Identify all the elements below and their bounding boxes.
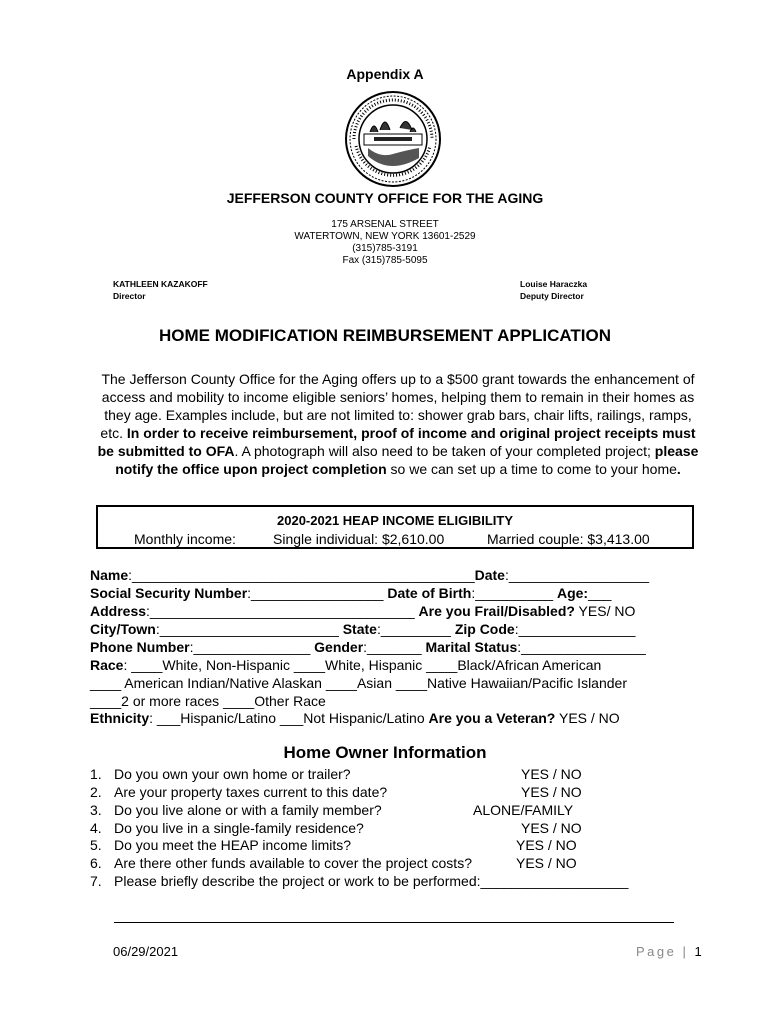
appendix-label: Appendix A	[346, 66, 424, 82]
form-row-race-1	[90, 656, 601, 674]
question-item	[90, 836, 690, 854]
race-label: Race	[90, 657, 124, 673]
gender-label: Gender	[314, 639, 364, 655]
heap-married-income: Married couple: $3,413.00	[487, 531, 650, 547]
deputy-director-title: Deputy Director	[520, 291, 584, 301]
question-item	[90, 872, 690, 890]
ssn-field[interactable]: :_________________	[247, 585, 384, 601]
question-answer-options[interactable]: ALONE/FAMILY	[473, 802, 574, 818]
page-label: Page |	[636, 944, 689, 959]
race-options-2[interactable]: ____ American Indian/Native Alaskan ____Asian ____Native Hawaiian/Pacific Islander	[90, 675, 627, 691]
race-options-1[interactable]: : ____White, Non-Hispanic ____White, Hispanic ____Black/African American	[123, 657, 602, 673]
ssn-label: Social Security Number	[90, 585, 248, 601]
county-seal-logo	[344, 90, 442, 188]
organization-name: JEFFERSON COUNTY OFFICE FOR THE AGING	[226, 190, 544, 206]
question-number: 7.	[90, 873, 102, 889]
address-label: Address	[90, 603, 147, 619]
dob-label: Date of Birth	[387, 585, 472, 601]
address-field[interactable]: :__________________________________	[146, 603, 415, 619]
question-number: 1.	[90, 766, 102, 782]
question-text-with-field[interactable]: Please briefly describe the project or work to be performed:___________________	[114, 873, 629, 889]
ethnicity-options[interactable]: : ___Hispanic/Latino ___Not Hispanic/Latino	[149, 710, 425, 726]
name-field[interactable]: :____________________________________________	[128, 567, 475, 583]
date-field[interactable]: :__________________	[504, 567, 650, 583]
application-title: HOME MODIFICATION REIMBURSEMENT APPLICATION	[158, 326, 612, 345]
heap-title: 2020-2021 HEAP INCOME ELIGIBILITY	[277, 513, 513, 528]
frail-options[interactable]: YES/ NO	[574, 603, 636, 619]
question-text: Do you own your own home or trailer?	[114, 766, 351, 782]
question-number: 2.	[90, 784, 102, 800]
form-row-address-frail	[90, 602, 635, 620]
question-text: Do you live alone or with a family member?	[114, 802, 382, 818]
ethnicity-label: Ethnicity	[90, 710, 150, 726]
intro-paragraph: The Jefferson County Office for the Aging offers up to a $500 grant towards the enhancement of access and mobility to income eligible seniors’ homes, helping them to remain in their homes as they age. Examples include, but are not limited to: shower grab bars, chair lifts, railings, ramps, etc. In order to receive reimbursement, proof of income and original project receipts must be submitted to OFA. A photograph will also need to be taken of your completed project; please notify the office upon project completion so we can set up a time to come to your home.	[97, 371, 699, 477]
gender-field[interactable]: :_______	[363, 639, 422, 655]
question-number: 3.	[90, 802, 102, 818]
question-answer-options[interactable]: YES / NO	[521, 784, 582, 800]
date-label: Date	[474, 567, 505, 583]
age-field[interactable]: ___	[588, 585, 612, 601]
fax-line: Fax (315)785-5095	[342, 255, 428, 266]
city-label: City/Town	[90, 621, 156, 637]
question-item	[90, 765, 690, 783]
question-text: Do you live in a single-family residence?	[114, 820, 364, 836]
question-item	[90, 854, 690, 872]
question-answer-options[interactable]: YES / NO	[516, 837, 577, 853]
city-field[interactable]: :_______________________	[155, 621, 339, 637]
question-text: Are your property taxes current to this date?	[114, 784, 388, 800]
home-owner-section-title: Home Owner Information	[283, 743, 487, 762]
director-name: KATHLEEN KAZAKOFF	[113, 279, 208, 289]
director-title: Director	[113, 291, 146, 301]
address-line: WATERTOWN, NEW YORK 13601-2529	[294, 231, 476, 242]
phone-field[interactable]: :_______________	[189, 639, 311, 655]
veteran-options[interactable]: YES / NO	[555, 710, 620, 726]
form-row-ethnicity-veteran	[90, 709, 620, 727]
page-number: 1	[694, 944, 702, 959]
deputy-director-name: Louise Haraczka	[520, 279, 588, 289]
zip-label: Zip Code	[454, 621, 515, 637]
form-row-phone-gender-marital	[90, 638, 646, 656]
question-text: Are there other funds available to cover the project costs?	[114, 855, 472, 871]
question-number: 4.	[90, 820, 102, 836]
question-number: 5.	[90, 837, 102, 853]
zip-field[interactable]: :_______________	[514, 621, 636, 637]
heap-single-income: Single individual: $2,610.00	[273, 531, 445, 547]
question-number: 6.	[90, 855, 102, 871]
question-answer-options[interactable]: YES / NO	[516, 855, 577, 871]
phone-line: (315)785-3191	[352, 243, 418, 254]
form-row-city-state-zip	[90, 620, 635, 638]
race-options-3[interactable]: ____2 or more races ____Other Race	[90, 693, 326, 709]
question-answer-options[interactable]: YES / NO	[521, 766, 582, 782]
heap-monthly-label: Monthly income:	[134, 531, 236, 547]
question-answer-options[interactable]: YES / NO	[521, 820, 582, 836]
footer-page-number	[636, 944, 702, 959]
footer-date: 06/29/2021	[113, 944, 179, 959]
frail-label: Are you Frail/Disabled?	[418, 603, 575, 619]
veteran-label: Are you a Veteran?	[428, 710, 556, 726]
heap-eligibility-box	[96, 505, 694, 549]
question-item	[90, 783, 690, 801]
form-row-name-date	[90, 566, 649, 584]
state-field[interactable]: :_________	[376, 621, 451, 637]
marital-label: Marital Status	[425, 639, 518, 655]
question-text: Do you meet the HEAP income limits?	[114, 837, 352, 853]
phone-label: Phone Number	[90, 639, 190, 655]
answer-line[interactable]	[114, 922, 674, 923]
form-row-ssn-dob-age	[90, 584, 611, 602]
dob-field[interactable]: :__________	[471, 585, 554, 601]
name-label: Name	[90, 567, 129, 583]
question-item	[90, 801, 690, 819]
address-line: 175 ARSENAL STREET	[331, 219, 439, 230]
state-label: State	[342, 621, 377, 637]
age-label: Age:	[556, 585, 589, 601]
marital-field[interactable]: :________________	[517, 639, 646, 655]
question-item	[90, 819, 690, 837]
